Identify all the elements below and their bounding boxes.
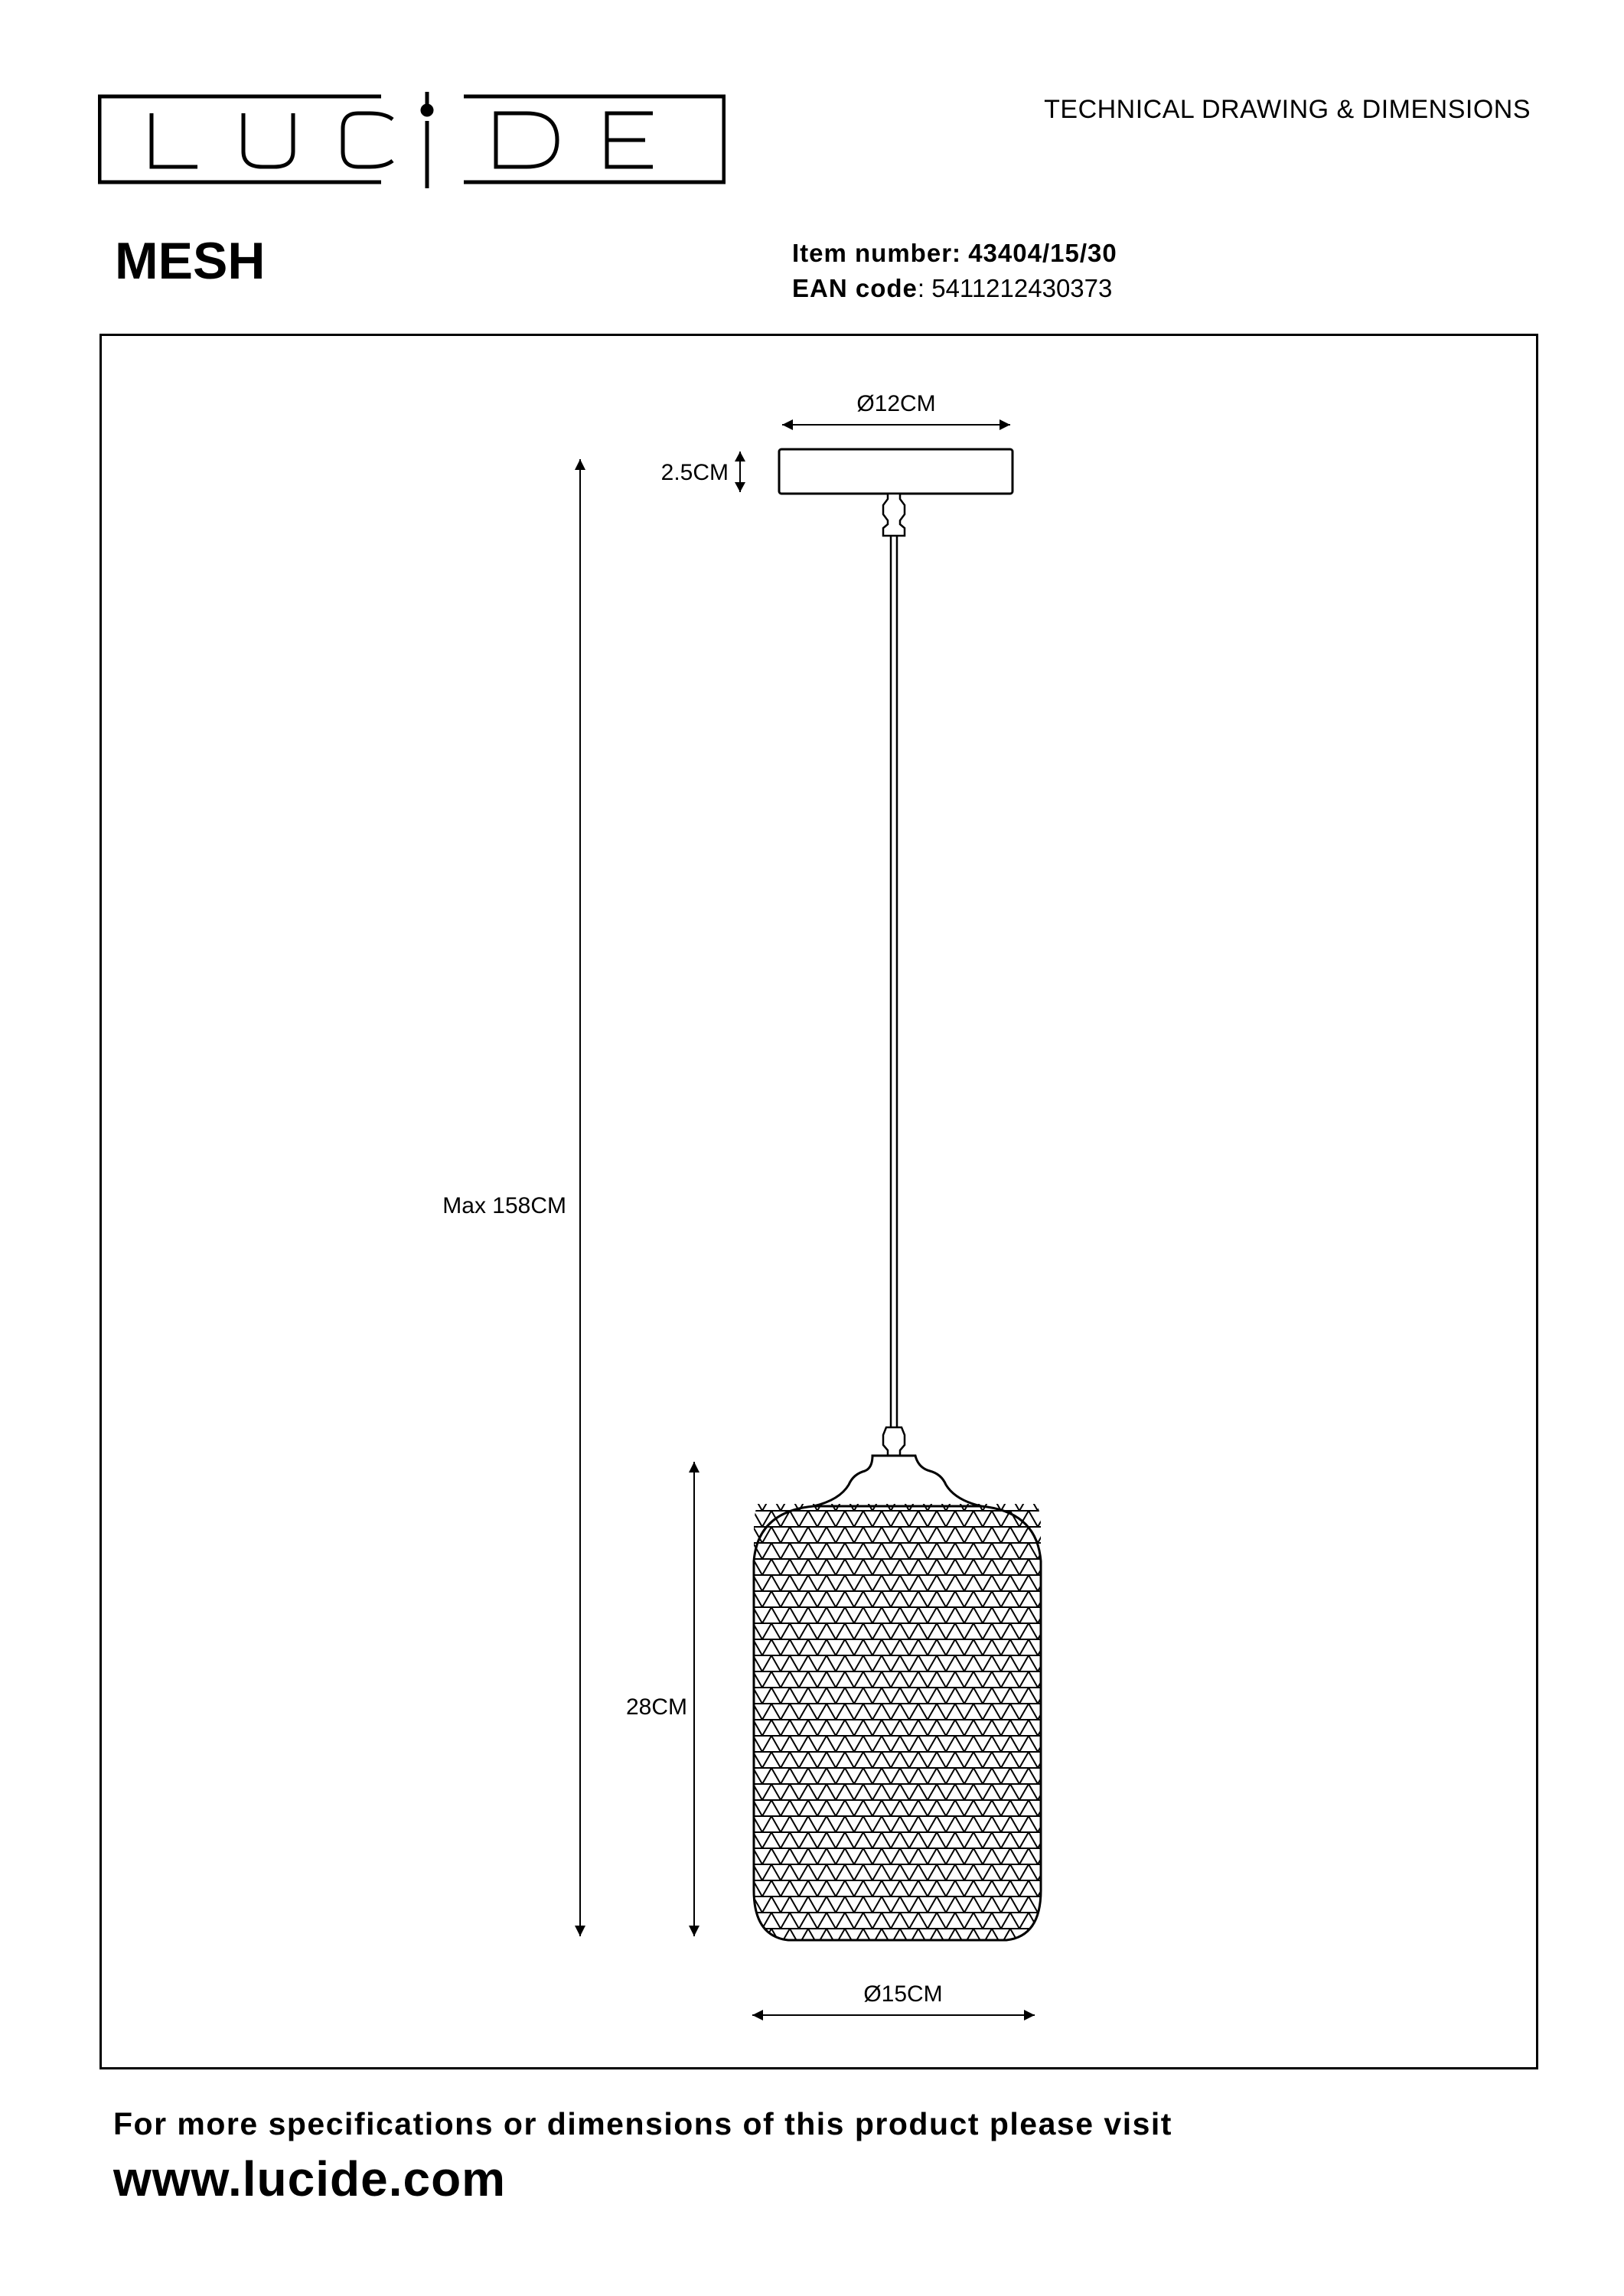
footer-note: For more specifications or dimensions of this product please visit: [113, 2106, 1172, 2141]
canopy-diameter-label: Ø12CM: [856, 391, 936, 416]
canopy-height-label: 2.5CM: [660, 460, 729, 485]
shade-height-label: 28CM: [625, 1694, 687, 1720]
canopy-height-dimension: [661, 452, 745, 492]
document-type: TECHNICAL DRAWING & DIMENSIONS: [1044, 95, 1531, 124]
max-height-label: Max 158CM: [442, 1193, 566, 1218]
canopy: [779, 449, 1013, 494]
item-number-label: Item number:: [792, 239, 962, 267]
ean-label: EAN code: [792, 274, 918, 302]
ean-value: 5411212430373: [931, 274, 1113, 302]
shade-diameter-dimension: [752, 1981, 1035, 2020]
shade-diameter-label: Ø15CM: [863, 1981, 943, 2007]
shade-cap: [814, 1456, 981, 1506]
cord: [883, 494, 905, 1456]
shade-height-dimension: [626, 1462, 699, 1936]
item-number-value: 43404/15/30: [968, 239, 1117, 267]
mesh-shade: [750, 1504, 1045, 1944]
ean-row: EAN code: 5411212430373: [792, 274, 1113, 302]
website-link[interactable]: www.lucide.com: [113, 2151, 507, 2206]
max-height-dimension: [442, 459, 585, 1936]
product-name: MESH: [115, 232, 266, 290]
canopy-diameter-dimension: [782, 391, 1010, 430]
